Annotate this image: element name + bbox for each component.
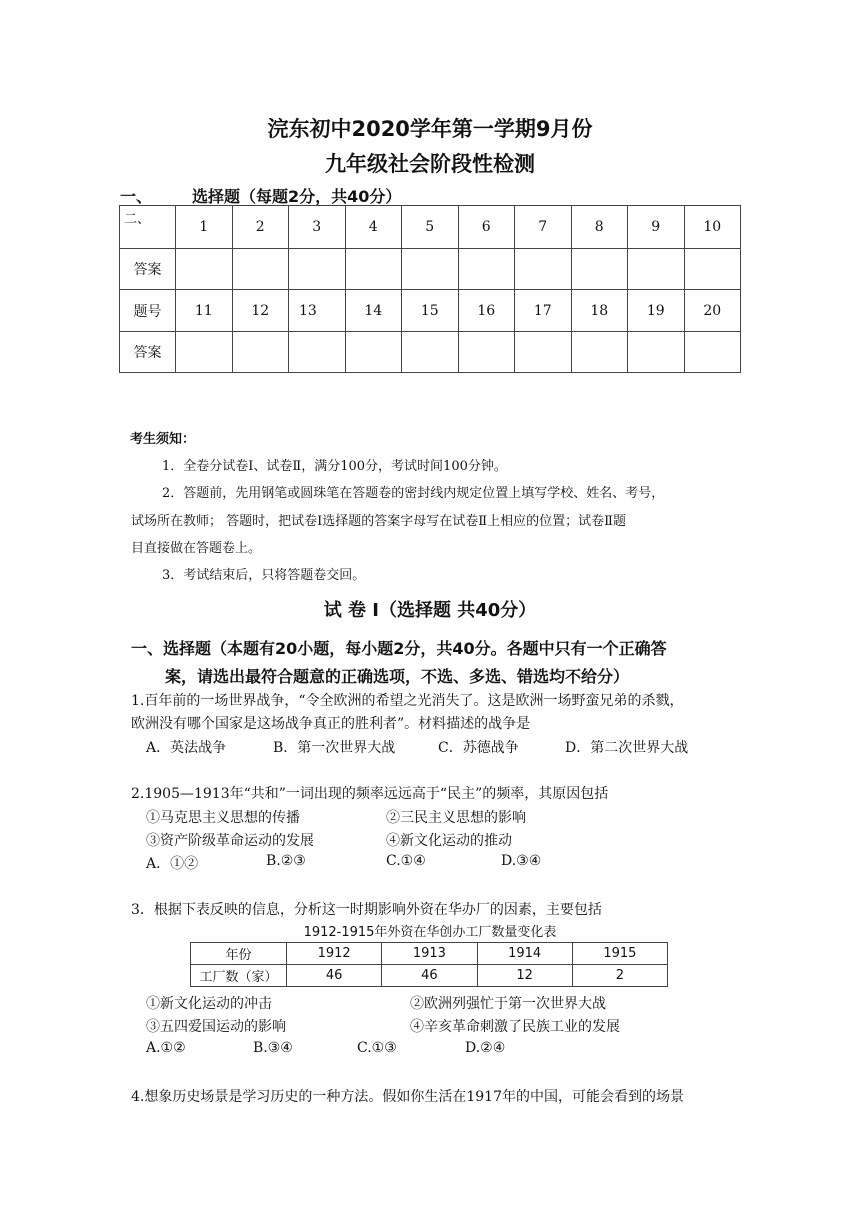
answer-sheet-heading-num: 一、 (120, 187, 153, 206)
q2-option-c[interactable]: C.①④ (386, 853, 426, 869)
question-number: 19 (628, 290, 685, 331)
answer-cell[interactable] (458, 249, 515, 290)
answer-cell[interactable] (232, 331, 289, 372)
answer-label: 答案 (120, 249, 176, 290)
q3-table-header: 1912 (287, 943, 382, 965)
q1-option-b[interactable]: B．第一次世界大战 (273, 740, 396, 756)
question-number: 6 (458, 206, 515, 249)
answer-cell[interactable] (345, 331, 402, 372)
answer-cell[interactable] (289, 331, 346, 372)
answer-cell[interactable] (232, 249, 289, 290)
q3-table-header: 1915 (572, 943, 667, 965)
q2-item-1: ①马克思主义思想的传播 (146, 810, 300, 826)
answer-cell[interactable] (345, 249, 402, 290)
answer-cell[interactable] (402, 331, 459, 372)
notes-item-2-line-2: 试场所在教师； 答题时，把试卷Ⅰ选择题的答案字母写在试卷Ⅱ上相应的位置；试卷Ⅱ题 (131, 514, 626, 529)
answer-cell[interactable] (176, 249, 233, 290)
q3-table-header: 1913 (382, 943, 477, 965)
question-number: 18 (571, 290, 628, 331)
exam-title-line2: 九年级社会阶段性检测 (325, 152, 535, 176)
section-instructions-line-1: 一、选择题（本题有20小题，每小题2分，共40分。各题中只有一个正确答 (131, 639, 667, 658)
answer-sheet-heading (120, 184, 401, 207)
question-number: 20 (684, 290, 741, 331)
answer-cell[interactable] (176, 331, 233, 372)
q3-option-c[interactable]: C.①③ (357, 1040, 397, 1056)
q3-item-3: ③五四爱国运动的影响 (146, 1019, 286, 1035)
question-number: 11 (176, 290, 233, 331)
question-number: 9 (628, 206, 685, 249)
q2-option-b[interactable]: B.②③ (266, 853, 306, 869)
notes-item-2-line-1: 2．答题前，先用钢笔或圆珠笔在答题卷的密封线内规定位置上填写学校、姓名、考号， (162, 486, 665, 501)
question-number: 7 (515, 206, 572, 249)
answer-cell[interactable] (684, 249, 741, 290)
q3-table-cell: 12 (477, 965, 572, 987)
number-label: 题号 (120, 290, 176, 331)
answer-cell[interactable] (402, 249, 459, 290)
q2-option-d[interactable]: D.③④ (501, 853, 542, 869)
q3-stem: 3．根据下表反映的信息，分析这一时期影响外资在华办厂的因素，主要包括 (131, 902, 602, 918)
corner-label: 二、 (120, 206, 176, 249)
notes-heading: 考生须知： (130, 432, 196, 447)
q3-option-b[interactable]: B.③④ (253, 1040, 293, 1056)
q3-item-4: ④辛亥革命刺激了民族工业的发展 (410, 1019, 620, 1035)
notes-item-1: 1．全卷分试卷Ⅰ、试卷Ⅱ，满分100分，考试时间100分钟。 (162, 459, 507, 474)
q2-item-2: ②三民主义思想的影响 (386, 810, 526, 826)
section-instructions-line-2: 案，请选出最符合题意的正确选项，不选、多选、错选均不给分） (165, 667, 630, 686)
q1-option-c[interactable]: C．苏德战争 (438, 740, 519, 756)
question-number: 4 (345, 206, 402, 249)
answer-cell[interactable] (684, 331, 741, 372)
question-number: 13 (289, 290, 346, 331)
q4-stem-line-1: 4.想象历史场景是学习历史的一种方法。假如你生活在1917年的中国，可能会看到的场景 (131, 1089, 684, 1105)
q3-table-header: 1914 (477, 943, 572, 965)
q3-table-cell: 46 (382, 965, 477, 987)
question-number: 17 (515, 290, 572, 331)
answer-cell[interactable] (571, 249, 628, 290)
question-number: 2 (232, 206, 289, 249)
answer-grid-row-answers-2 (120, 331, 741, 372)
q1-option-a[interactable]: A．英法战争 (146, 740, 227, 756)
exam-title-line1: 浣东初中2020学年第一学期9月份 (267, 117, 593, 141)
question-number: 1 (176, 206, 233, 249)
question-number: 10 (684, 206, 741, 249)
q2-stem: 2.1905—1913年“共和”一词出现的频率远远高于“民主”的频率，其原因包括 (131, 786, 609, 802)
answer-grid-row-numbers-2 (120, 290, 741, 331)
answer-cell[interactable] (458, 331, 515, 372)
q3-table-header: 年份 (191, 943, 287, 965)
answer-cell[interactable] (515, 331, 572, 372)
answer-cell[interactable] (289, 249, 346, 290)
q3-item-2: ②欧洲列强忙于第一次世界大战 (410, 996, 606, 1012)
question-number: 16 (458, 290, 515, 331)
answer-grid (119, 205, 741, 373)
answer-cell[interactable] (515, 249, 572, 290)
q3-table-data-row (191, 965, 668, 987)
answer-cell[interactable] (571, 331, 628, 372)
notes-item-2-line-3: 目直接做在答题卷上。 (131, 541, 262, 556)
paper-1-title: 试 卷 Ⅰ（选择题 共40分） (323, 600, 537, 621)
question-number: 12 (232, 290, 289, 331)
q3-table-cell: 工厂数（家） (191, 965, 287, 987)
q3-option-a[interactable]: A.①② (146, 1040, 186, 1056)
q2-option-a[interactable]: A．①② (146, 856, 199, 872)
q3-option-d[interactable]: D.②④ (465, 1040, 506, 1056)
question-number: 5 (402, 206, 459, 249)
question-number: 3 (289, 206, 346, 249)
question-number: 14 (345, 290, 402, 331)
answer-grid-row-numbers-1 (120, 206, 741, 249)
q2-item-4: ④新文化运动的推动 (386, 833, 512, 849)
q1-stem-line-1: 1.百年前的一场世界战争，“令全欧洲的希望之光消失了。这是欧洲一场野蛮兄弟的杀戮， (131, 693, 684, 709)
notes-item-3: 3．考试结束后，只将答题卷交回。 (162, 568, 366, 583)
q3-factory-table (190, 942, 668, 987)
question-number: 8 (571, 206, 628, 249)
q1-stem-line-2: 欧洲没有哪个国家是这场战争真正的胜利者”。材料描述的战争是 (131, 716, 531, 732)
answer-cell[interactable] (628, 331, 685, 372)
answer-label: 答案 (120, 331, 176, 372)
q3-table-caption: 1912-1915年外资在华创办工厂数量变化表 (303, 925, 557, 940)
q3-table-cell: 2 (572, 965, 667, 987)
q3-item-1: ①新文化运动的冲击 (146, 996, 272, 1012)
q2-item-3: ③资产阶级革命运动的发展 (146, 833, 314, 849)
answer-grid-row-answers-1 (120, 249, 741, 290)
q3-table-cell: 46 (287, 965, 382, 987)
answer-sheet-heading-text: 选择题（每题2分，共40分） (192, 187, 402, 206)
answer-cell[interactable] (628, 249, 685, 290)
question-number: 15 (402, 290, 459, 331)
q3-table-header-row (191, 943, 668, 965)
q1-option-d[interactable]: D．第二次世界大战 (565, 740, 689, 756)
